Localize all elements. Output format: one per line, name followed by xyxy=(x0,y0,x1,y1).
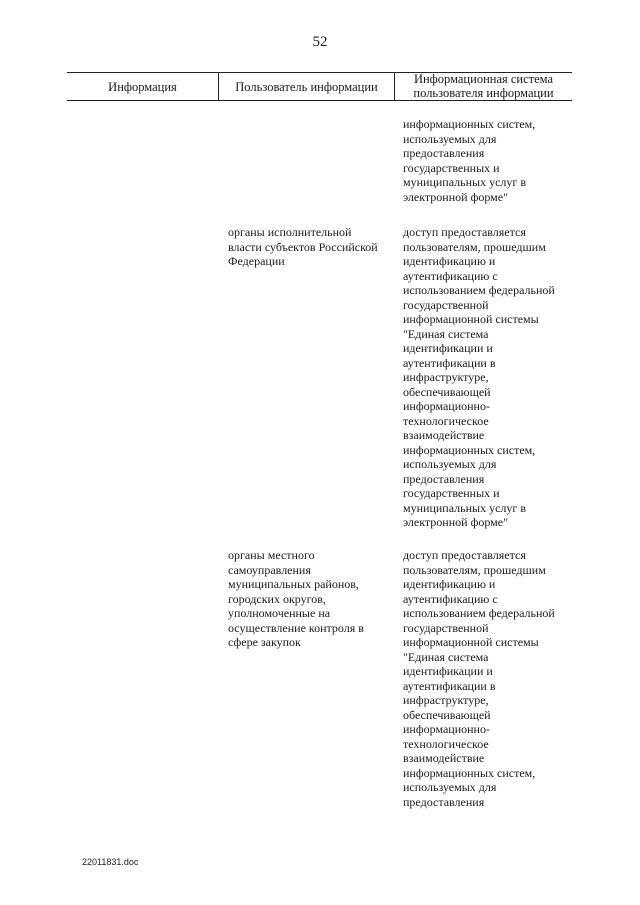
header-information-system: Информационная система пользователя информации xyxy=(413,72,554,100)
row-2-system: доступ предоставляется пользователям, прошедшим идентификацию и аутентификацию с использованием федеральной государственной информационной системы "Единая система идентификации и аутентификации в инфраструктуре, обеспечивающей информационно- технологическое взаимодействие информационных систем, используемых для предоставления государственных и муниципальных услуг в электронной форме" xyxy=(403,225,555,529)
row-2-user: органы исполнительной власти субъектов Российской Федерации xyxy=(228,225,378,268)
row-1-system: информационных систем, используемых для предоставления государственных и муниципальных услуг в электронной форме" xyxy=(403,117,536,204)
header-information: Информация xyxy=(108,80,177,94)
row-3-user: органы местного самоуправления муниципальных районов, городских округов, уполномоченные на осуществление контроля в сфере закупок xyxy=(228,548,364,649)
page-number: 52 xyxy=(312,34,328,50)
row-3-system: доступ предоставляется пользователям, прошедшим идентификацию и аутентификацию с использованием федеральной государственной информационной системы "Единая система идентификации и аутентификации в инфраструктуре, обеспечивающей информационно- технологическое взаимодействие информационных систем, используемых для предоставления xyxy=(403,548,555,809)
header-bottom-rule xyxy=(67,100,572,101)
header-information-user: Пользователь информации xyxy=(235,80,378,94)
document-footer: 22011831.doc xyxy=(82,857,139,867)
